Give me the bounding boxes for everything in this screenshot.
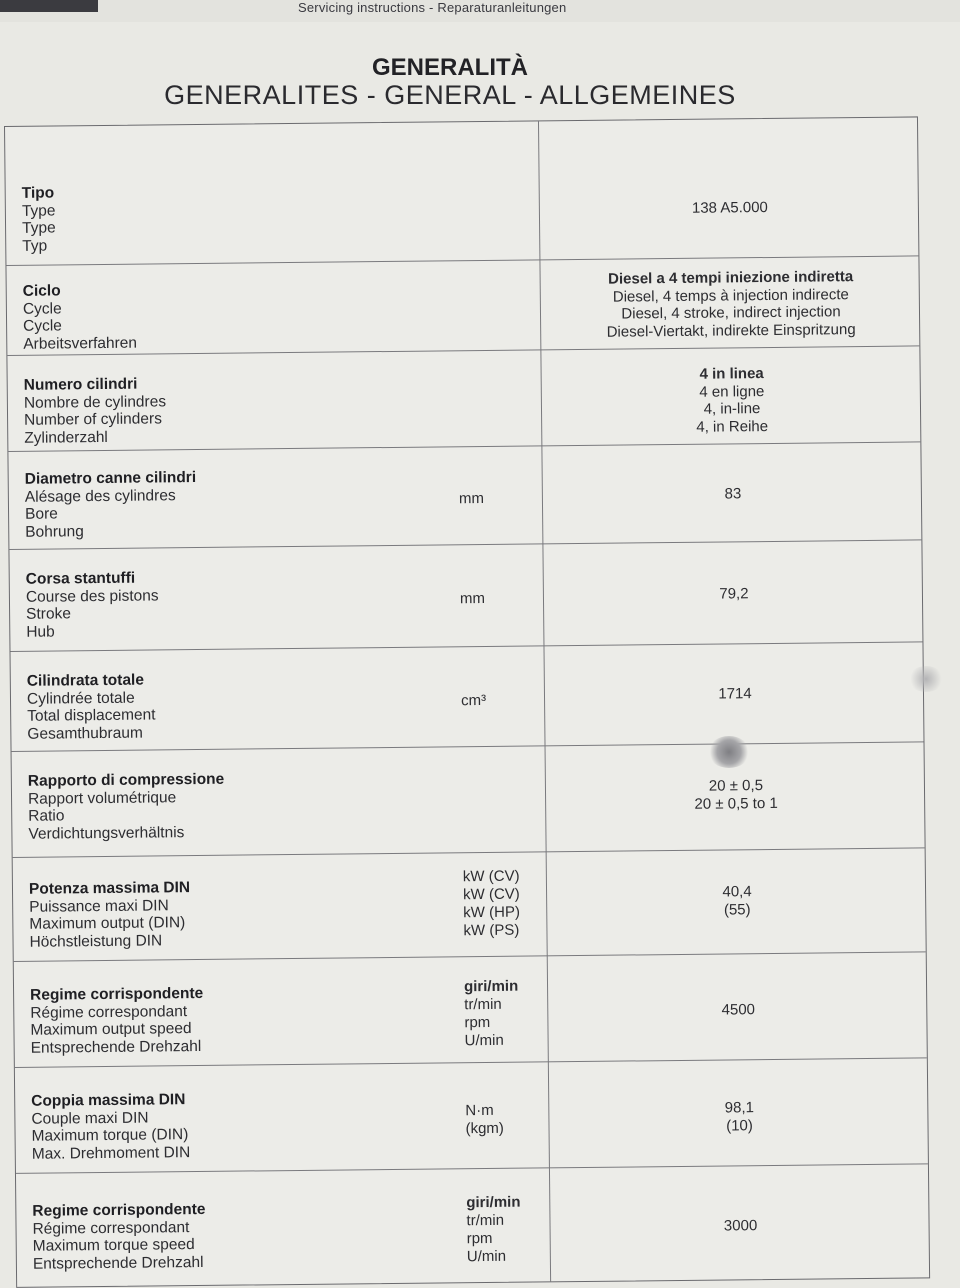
row-labels <box>23 282 137 353</box>
specifications-table <box>4 116 930 1288</box>
label-it: Cilindrata totale <box>26 671 145 690</box>
row-labels <box>26 569 159 640</box>
label-de: Max. Drehmoment DIN <box>31 1143 191 1163</box>
value-line-it: 4 in linea <box>699 365 764 383</box>
label-en: Ratio <box>28 807 65 825</box>
table-row-compression <box>12 741 925 858</box>
value-line-kgm: (10) <box>726 1116 753 1134</box>
value-line-en: Diesel, 4 stroke, indirect injection <box>621 303 841 323</box>
manufacturer-logo <box>0 0 98 12</box>
row-unit <box>459 490 484 508</box>
row-labels <box>30 985 204 1057</box>
value-line: 138 A5.000 <box>691 199 768 217</box>
value-line: 79,2 <box>719 585 749 603</box>
row-labels <box>29 879 191 951</box>
label-en: Number of cylinders <box>23 410 162 429</box>
row-value <box>546 197 914 218</box>
label-en: Type <box>21 219 56 237</box>
unit-line: cm³ <box>460 691 487 710</box>
table-row-torque-speed <box>16 1163 929 1287</box>
unit-line-fr: tr/min <box>464 995 502 1014</box>
row-value <box>547 267 916 341</box>
value-line-kw: 40,4 <box>722 883 752 901</box>
row-value <box>551 683 919 704</box>
label-fr: Couple maxi DIN <box>31 1109 149 1128</box>
label-en: Cycle <box>23 317 62 335</box>
unit-line-kgm: (kgm) <box>465 1119 504 1138</box>
label-de: Zylinderzahl <box>24 428 108 447</box>
value-line-1: 20 ± 0,5 <box>708 777 764 795</box>
table-row-cycle <box>6 255 919 356</box>
label-fr: Régime correspondant <box>32 1218 190 1238</box>
page-header-strip <box>0 0 960 22</box>
label-en: Stroke <box>26 605 72 623</box>
value-line-fr: 4 en ligne <box>699 382 765 401</box>
label-it: Diametro canne cilindri <box>24 469 197 488</box>
table-row-cylinders <box>7 345 920 452</box>
table-row-max-torque <box>15 1057 928 1174</box>
value-line: 1714 <box>718 685 752 703</box>
value-line-de: 4, in Reihe <box>696 417 769 436</box>
label-fr: Rapport volumétrique <box>27 788 177 808</box>
row-unit <box>460 590 485 608</box>
label-de: Arbeitsverfahren <box>23 334 138 353</box>
value-line-de: Diesel-Viertakt, indirekte Einspritzung <box>606 320 856 341</box>
row-value <box>556 1215 924 1236</box>
row-unit <box>464 978 519 1051</box>
row-labels <box>28 771 225 843</box>
table-row-displacement <box>10 641 923 752</box>
paper-stain <box>908 666 944 692</box>
unit-line-de: U/min <box>466 1247 507 1266</box>
label-de: Höchstleistung DIN <box>29 931 163 951</box>
value-line: 4500 <box>721 1001 756 1019</box>
label-de: Typ <box>22 237 48 255</box>
label-fr: Alésage des cylindres <box>24 486 176 506</box>
unit-line-en: rpm <box>466 1229 493 1248</box>
label-it: Potenza massima DIN <box>28 879 191 898</box>
row-unit <box>463 868 520 941</box>
row-value <box>554 999 922 1020</box>
label-fr: Type <box>21 201 56 220</box>
row-value <box>553 881 921 920</box>
row-unit <box>461 692 486 710</box>
label-it: Corsa stantuffi <box>25 569 136 588</box>
row-labels <box>24 375 167 446</box>
table-row-type <box>5 117 918 266</box>
value-line-hp: (55) <box>723 900 751 919</box>
label-de: Hub <box>26 622 55 641</box>
label-de: Entsprechende Drehzahl <box>30 1037 202 1057</box>
row-value <box>552 775 920 814</box>
label-it: Ciclo <box>22 282 61 300</box>
row-unit <box>466 1194 521 1267</box>
label-it: Regime corrispondente <box>30 984 204 1004</box>
unit-line-en: rpm <box>464 1013 491 1032</box>
header-text: Servicing instructions - Reparaturanleitungen <box>298 0 567 15</box>
unit-line-it: giri/min <box>466 1193 521 1212</box>
table-row-max-output <box>13 847 926 962</box>
label-en: Maximum output (DIN) <box>29 914 186 933</box>
value-line-nm: 98,1 <box>724 1099 755 1117</box>
label-fr: Régime correspondant <box>30 1002 188 1022</box>
row-labels <box>32 1201 206 1273</box>
label-fr: Course des pistons <box>25 586 159 606</box>
row-labels <box>22 184 56 254</box>
value-line-fr: Diesel, 4 temps à injection indirecte <box>612 285 849 306</box>
label-en: Total displacement <box>27 706 156 725</box>
table-row-bore <box>8 441 921 550</box>
row-value <box>548 363 917 437</box>
unit-line-de: kW (PS) <box>463 921 520 940</box>
label-de: Gesamthubraum <box>27 724 143 743</box>
ink-smudge <box>708 736 750 768</box>
table-row-stroke <box>9 539 922 652</box>
row-value <box>550 583 918 604</box>
row-value <box>555 1097 923 1136</box>
row-unit <box>465 1102 504 1138</box>
label-it: Tipo <box>21 184 55 202</box>
value-line-2: 20 ± 0,5 to 1 <box>694 794 778 813</box>
label-de: Bohrung <box>25 522 84 541</box>
value-line-en: 4, in-line <box>703 400 761 418</box>
row-labels <box>27 671 156 742</box>
unit-line-it: kW (CV) <box>462 867 520 886</box>
unit-line: mm <box>459 589 486 608</box>
label-fr: Puissance maxi DIN <box>29 896 169 916</box>
unit-line: mm <box>458 489 485 508</box>
value-line: 83 <box>724 485 742 503</box>
value-line: 3000 <box>723 1217 758 1235</box>
label-it: Numero cilindri <box>23 375 138 394</box>
page-title: GENERALITÀ <box>372 54 528 81</box>
label-it: Coppia massima DIN <box>31 1091 186 1110</box>
unit-line-it: giri/min <box>463 977 519 996</box>
label-it: Rapporto di compressione <box>27 770 225 790</box>
label-fr: Nombre de cylindres <box>23 392 167 412</box>
label-it: Regime corrispondente <box>32 1200 206 1220</box>
unit-line-fr: tr/min <box>466 1211 505 1230</box>
label-en: Bore <box>24 505 58 523</box>
unit-line-en: kW (HP) <box>463 903 521 922</box>
label-fr: Cylindrée totale <box>26 689 135 708</box>
label-en: Maximum torque (DIN) <box>31 1126 189 1145</box>
unit-line-nm: N·m <box>465 1101 494 1120</box>
row-value <box>549 483 917 504</box>
value-line-it: Diesel a 4 tempi iniezione indiretta <box>608 268 854 288</box>
label-fr: Cycle <box>22 299 62 318</box>
label-en: Maximum torque speed <box>32 1236 195 1255</box>
unit-line-fr: kW (CV) <box>462 885 520 904</box>
row-labels <box>31 1091 190 1163</box>
row-labels <box>25 469 197 541</box>
unit-line-de: U/min <box>464 1031 504 1050</box>
table-row-output-speed <box>14 951 927 1068</box>
page-subtitle: GENERALITES - GENERAL - ALLGEMEINES <box>164 80 736 110</box>
label-en: Maximum output speed <box>30 1020 192 1039</box>
label-de: Entsprechende Drehzahl <box>32 1253 204 1273</box>
label-de: Verdichtungsverhältnis <box>28 823 185 843</box>
